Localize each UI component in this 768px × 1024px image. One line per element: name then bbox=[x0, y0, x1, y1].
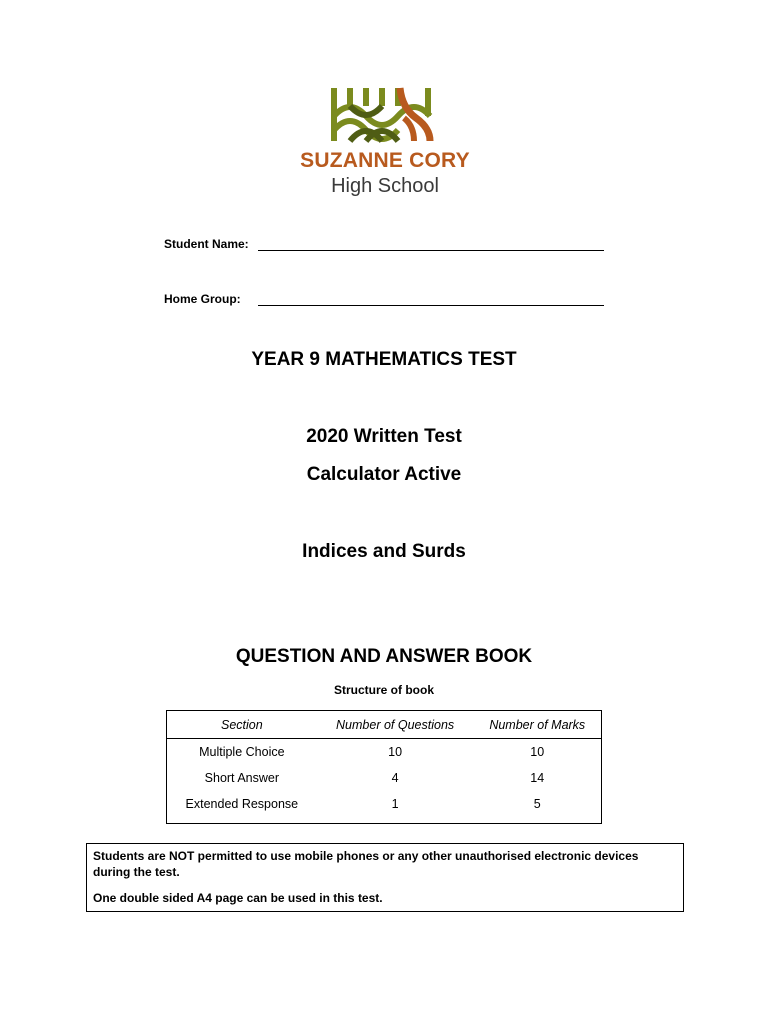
table-row bbox=[167, 739, 602, 766]
home-group-label: Home Group: bbox=[164, 292, 241, 306]
student-name-label: Student Name: bbox=[164, 237, 249, 251]
questions-cell: 4 bbox=[391, 771, 399, 785]
home-group-field[interactable] bbox=[258, 305, 604, 306]
test-topic: Indices and Surds bbox=[302, 541, 466, 562]
table-header-row bbox=[167, 711, 602, 739]
notice-a4-page: One double sided A4 page can be used in this test. bbox=[93, 891, 383, 905]
table-row bbox=[167, 765, 602, 791]
structure-label: Structure of book bbox=[333, 683, 434, 697]
structure-table bbox=[166, 710, 602, 824]
questions-cell: 1 bbox=[391, 797, 399, 811]
section-cell: Short Answer bbox=[204, 771, 279, 785]
notice-phones: Students are NOT permitted to use mobile phones or any other unauthorised electronic devices during the test. bbox=[93, 849, 639, 879]
header-section: Section bbox=[167, 711, 317, 739]
student-name-field[interactable] bbox=[258, 250, 604, 251]
marks-cell: 10 bbox=[530, 745, 545, 759]
questions-cell: 10 bbox=[388, 745, 403, 759]
book-title: QUESTION AND ANSWER BOOK bbox=[235, 646, 533, 667]
school-subtitle: High School bbox=[331, 175, 439, 197]
exam-rules-notice bbox=[86, 843, 684, 912]
test-title: YEAR 9 MATHEMATICS TEST bbox=[251, 349, 517, 370]
section-cell: Extended Response bbox=[185, 797, 299, 811]
header-marks: Number of Marks bbox=[474, 711, 602, 739]
test-type: 2020 Written Test bbox=[306, 426, 462, 447]
school-name: SUZANNE CORY bbox=[300, 149, 470, 172]
marks-cell: 14 bbox=[530, 771, 545, 785]
header-questions: Number of Questions bbox=[317, 711, 474, 739]
section-cell: Multiple Choice bbox=[199, 745, 285, 759]
table-row bbox=[167, 791, 602, 824]
calculator-mode: Calculator Active bbox=[306, 464, 462, 485]
school-logo-emblem-icon bbox=[330, 86, 440, 144]
marks-cell: 5 bbox=[533, 797, 541, 811]
